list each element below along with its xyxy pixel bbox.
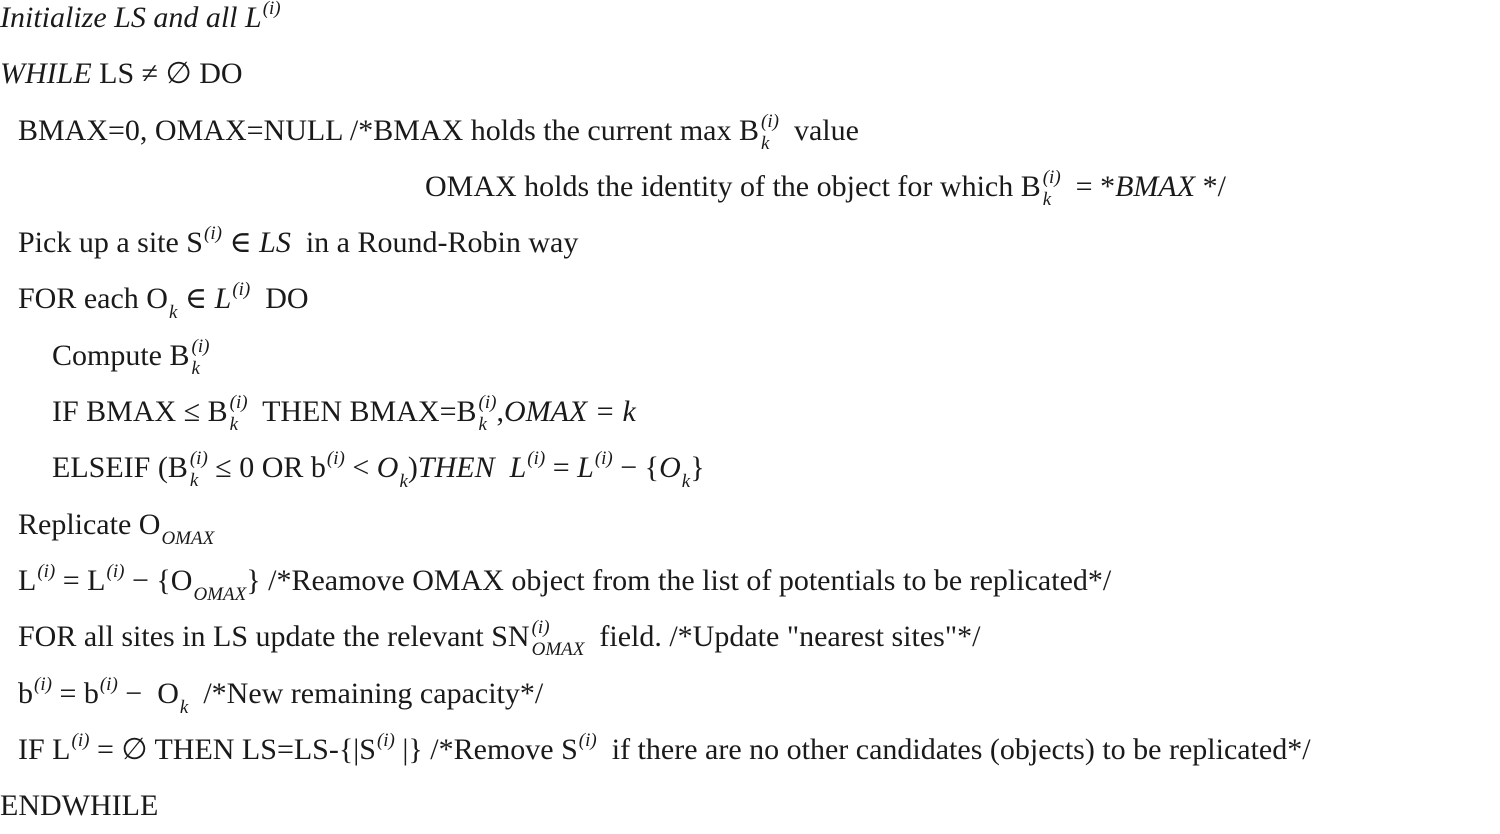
subscript: OMAX [531, 639, 585, 661]
pseudocode-line [0, 328, 1311, 384]
pseudocode-line [0, 609, 1311, 665]
pseudocode-line [0, 778, 1311, 834]
superscript: (i) [531, 617, 550, 639]
italic-text: OMAX = k [503, 395, 636, 429]
sub-superscript [190, 448, 208, 492]
pseudocode-line [0, 497, 1311, 553]
subscript: k [179, 696, 189, 718]
superscript: (i) [527, 448, 546, 470]
pseudocode-line [0, 103, 1311, 159]
pseudocode-line [0, 553, 1311, 609]
text: ELSEIF (B [52, 451, 188, 485]
pseudocode-line [0, 440, 1311, 496]
superscript: (i) [478, 392, 497, 414]
text: ≤ 0 OR b [207, 451, 326, 485]
text: /*New remaining capacity*/ [188, 676, 544, 710]
subscript: OMAX [193, 583, 247, 605]
subscript: k [1042, 188, 1052, 210]
text: } [690, 451, 705, 485]
sub-superscript [761, 111, 779, 155]
subscript: k [399, 471, 408, 493]
italic-text: O [659, 451, 681, 485]
text: L [18, 563, 37, 597]
text: < [344, 451, 377, 485]
subscript: k [168, 302, 178, 324]
subscript: OMAX [161, 527, 215, 549]
text: Pick up a site S [18, 226, 203, 260]
text: ∈ [221, 226, 260, 260]
text: } /*Reamove OMAX object from the list of potentials to be replicated*/ [246, 563, 1112, 597]
superscript: (i) [262, 0, 281, 19]
text: THEN BMAX=B [247, 395, 477, 429]
italic-text: BMAX [1115, 169, 1196, 203]
pseudocode-line [0, 666, 1311, 722]
text: if there are no other candidates (objects) to be replicated*/ [596, 732, 1311, 766]
text: , [496, 395, 504, 429]
pseudocode-line [0, 0, 1311, 46]
superscript: (i) [229, 392, 248, 414]
superscript: (i) [37, 560, 56, 582]
pseudocode-line [0, 722, 1311, 778]
sub-superscript [192, 336, 210, 380]
text: b [18, 676, 33, 710]
italic-text: L [214, 282, 232, 316]
pseudocode-line [0, 271, 1311, 327]
superscript: (i) [106, 560, 125, 582]
pseudocode-line [0, 159, 1311, 215]
text: − { [612, 451, 660, 485]
text: − O [117, 676, 179, 710]
text: LS ≠ ∅ DO [91, 57, 243, 91]
text: FOR all sites in LS update the relevant SN [18, 620, 530, 654]
text: = [545, 451, 578, 485]
sub-superscript [1043, 167, 1061, 211]
text: IF BMAX ≤ B [52, 395, 228, 429]
text: field. /*Update "nearest sites"*/ [584, 620, 981, 654]
subscript: k [478, 414, 487, 436]
text: ENDWHILE [0, 789, 159, 823]
text: Replicate O [18, 507, 161, 541]
text: BMAX=0, OMAX=NULL /*BMAX holds the current max B [18, 113, 760, 147]
superscript: (i) [232, 279, 251, 301]
subscript: k [681, 471, 691, 493]
text: */ [1195, 169, 1226, 203]
superscript: (i) [191, 335, 210, 357]
text: − {O [124, 563, 193, 597]
sub-superscript [532, 617, 585, 661]
sub-superscript [479, 392, 497, 436]
text: IF L [18, 732, 71, 766]
superscript: (i) [326, 448, 345, 470]
italic-text: Initialize LS and all L [0, 1, 262, 34]
superscript: (i) [34, 673, 52, 695]
text: DO [250, 282, 309, 316]
text: = * [1060, 169, 1116, 203]
superscript: (i) [204, 223, 222, 245]
pseudocode-line [0, 46, 1311, 102]
italic-text: THEN L [417, 451, 527, 485]
subscript: k [761, 132, 770, 154]
superscript: (i) [578, 729, 597, 751]
text: FOR each O [18, 282, 168, 316]
superscript: (i) [376, 729, 395, 751]
italic-text: L [577, 451, 594, 485]
superscript: (i) [1042, 166, 1061, 188]
superscript: (i) [71, 729, 90, 751]
text: = L [55, 563, 106, 597]
subscript: k [191, 357, 200, 379]
sub-superscript [230, 392, 248, 436]
text: |} /*Remove S [394, 732, 578, 766]
pseudocode-line [0, 215, 1311, 271]
superscript: (i) [189, 448, 208, 470]
italic-text: O [376, 451, 399, 485]
text: in a Round-Robin way [290, 226, 579, 260]
italic-text: LS [259, 226, 291, 260]
text: value [778, 113, 859, 147]
text: = ∅ THEN LS=LS-{|S [89, 732, 376, 766]
pseudocode-line [0, 384, 1311, 440]
superscript: (i) [594, 448, 613, 470]
text: ∈ [177, 282, 215, 316]
subscript: k [229, 414, 239, 436]
superscript: (i) [99, 673, 118, 695]
text: = b [51, 676, 99, 710]
subscript: k [189, 470, 199, 492]
text: ) [407, 451, 418, 485]
italic-text: WHILE [0, 57, 92, 91]
text: OMAX holds the identity of the object for which B [425, 169, 1041, 203]
superscript: (i) [761, 110, 779, 132]
text: Compute B [52, 338, 190, 372]
